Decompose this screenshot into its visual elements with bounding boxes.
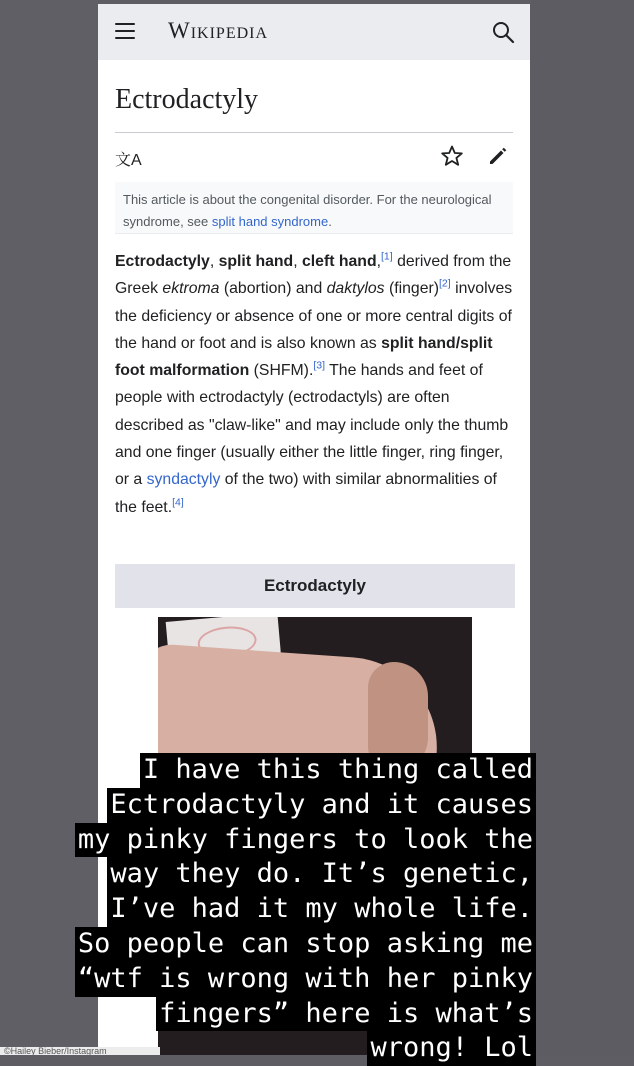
search-icon[interactable] — [490, 19, 516, 45]
header-bar — [98, 4, 530, 60]
caption-line: Ectrodactyly and it causes — [107, 788, 536, 823]
term-cleft-hand: cleft hand — [302, 253, 377, 270]
reference-3[interactable]: [3] — [313, 359, 326, 372]
text: , — [209, 253, 219, 270]
hatnote — [115, 182, 513, 234]
text: of the two) with similar abnormalities of the feet. — [115, 471, 497, 516]
reference-4[interactable]: [4] — [172, 496, 184, 509]
hatnote-link[interactable]: split hand syndrome — [211, 214, 329, 229]
syndactyly-link[interactable]: syndactyly — [146, 471, 221, 489]
wikipedia-wordmark[interactable]: Wikipedia — [168, 18, 269, 43]
story-caption — [0, 753, 536, 1066]
caption-line: way they do. It’s genetic, — [107, 857, 536, 892]
caption-line: I’ve had it my whole life. — [107, 892, 536, 927]
language-icon[interactable]: 文A — [115, 152, 142, 169]
reference-1[interactable]: [1] — [381, 250, 393, 263]
page-title: Ectrodactyly — [115, 84, 259, 115]
hatnote-end: . — [328, 214, 332, 229]
term-ectrodactyly: Ectrodactyly — [115, 253, 210, 270]
term-ektroma: ektroma — [162, 280, 220, 298]
caption-line: I have this thing called — [140, 753, 536, 788]
text: , — [293, 253, 302, 270]
text: (abortion) and — [219, 280, 327, 298]
caption-line: wrong! Lol — [367, 1031, 536, 1066]
caption-line: “wtf is wrong with her pinky — [75, 962, 536, 997]
hamburger-menu-icon[interactable] — [115, 23, 135, 39]
background-right — [530, 0, 634, 1055]
infobox-title: Ectrodactyly — [115, 564, 515, 608]
hatnote-text: This article is about the congenital disorder. For the neurological syndrome, see — [123, 192, 492, 229]
text: , — [376, 253, 381, 270]
edit-pencil-icon[interactable] — [486, 144, 510, 168]
text: (SHFM). — [249, 362, 314, 380]
caption-line: So people can stop asking me — [75, 927, 536, 962]
term-split-hand: split hand — [218, 253, 294, 270]
title-divider — [115, 132, 513, 133]
reference-2[interactable]: [2] — [439, 278, 451, 291]
text: involves the deficiency or absence of one or more central digits of the hand or foot and is also known as — [115, 280, 513, 352]
text: (finger) — [384, 280, 440, 298]
term-shfm: split hand/split foot malformation — [115, 334, 493, 380]
term-daktylos: daktylos — [326, 280, 385, 298]
text: The hands and feet of people with ectrodactyly (ectrodactyls) are often described as "claw-like" and may include only the thumb and one finger (usually either the little finger, ring finger, or a — [115, 362, 509, 489]
photo-credit: ©Hailey Bieber/Instagram — [0, 1047, 160, 1055]
intro-paragraph — [115, 248, 515, 521]
caption-line: my pinky fingers to look the — [75, 823, 536, 858]
caption-line: fingers” here is what’s — [156, 997, 536, 1032]
star-icon[interactable] — [440, 144, 464, 168]
text: derived from the Greek — [115, 253, 512, 298]
